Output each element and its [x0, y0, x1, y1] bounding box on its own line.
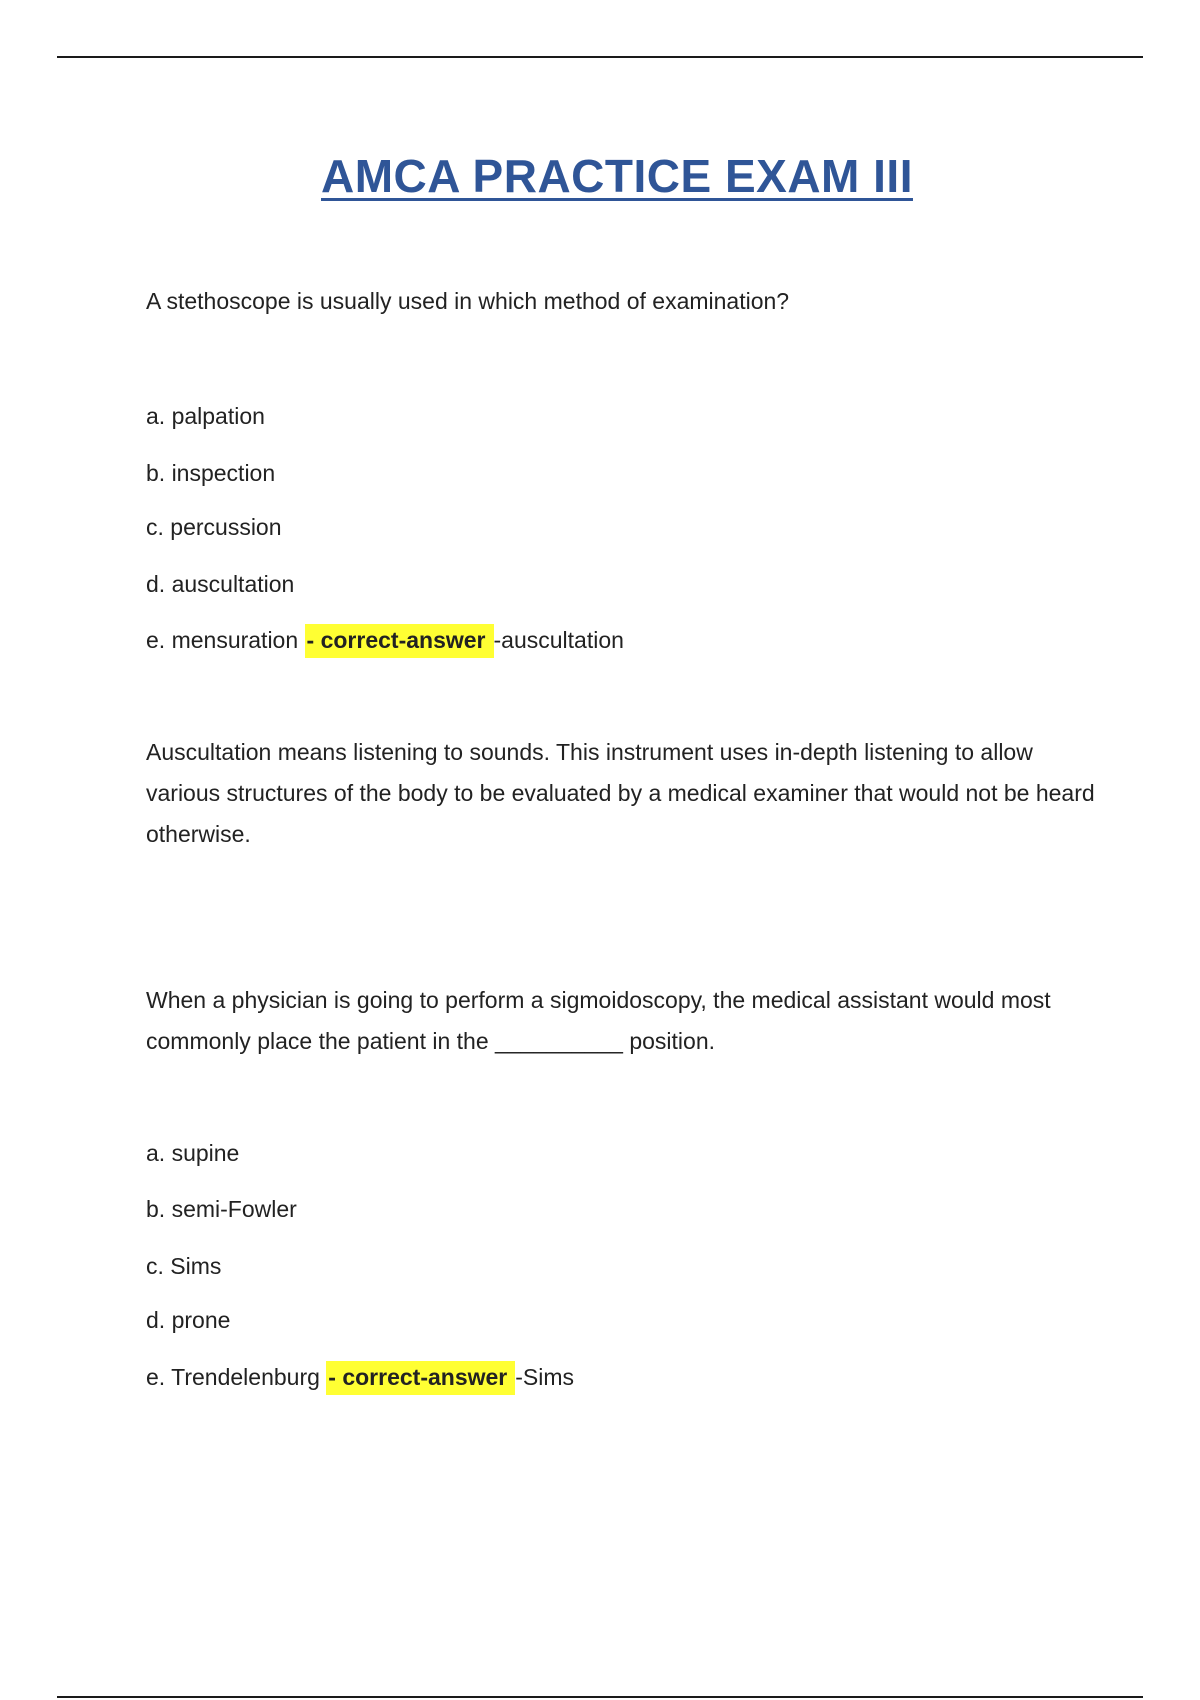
- correct-answer-highlight: - correct-answer: [326, 1361, 515, 1395]
- question-1-explanation: Auscultation means listening to sounds. This instrument uses in-depth listening to allow various structures of the body to be evaluated by a medical examiner that would not be heard otherwise.: [146, 739, 1095, 847]
- question-1-prompt: A stethoscope is usually used in which method of examination?: [146, 288, 790, 314]
- question-2-option-e: [146, 1362, 574, 1392]
- question-1-option-d: d. auscultation: [146, 571, 295, 597]
- question-1-option-b: b. inspection: [146, 460, 276, 486]
- bottom-rule: [57, 1696, 1143, 1698]
- question-1-option-a: a. palpation: [146, 403, 265, 429]
- question-2-prompt: When a physician is going to perform a sigmoidoscopy, the medical assistant would most commonly place the patient in the __________ position.: [146, 987, 1051, 1054]
- question-2-answer: -Sims: [515, 1364, 575, 1390]
- question-1-option-c: c. percussion: [146, 514, 282, 540]
- question-2-option-d: d. prone: [146, 1307, 231, 1333]
- top-rule: [57, 56, 1143, 58]
- question-2-option-c: c. Sims: [146, 1253, 222, 1279]
- question-1-answer: -auscultation: [493, 627, 624, 653]
- page-title: AMCA PRACTICE EXAM III: [321, 150, 913, 202]
- correct-answer-highlight: - correct-answer: [305, 624, 494, 658]
- question-1-option-e-label: e. mensuration: [146, 627, 299, 653]
- question-2-option-e-label: e. Trendelenburg: [146, 1364, 320, 1390]
- question-1-option-e: [146, 625, 624, 655]
- question-2-option-b: b. semi-Fowler: [146, 1196, 297, 1222]
- question-2-option-a: a. supine: [146, 1140, 240, 1166]
